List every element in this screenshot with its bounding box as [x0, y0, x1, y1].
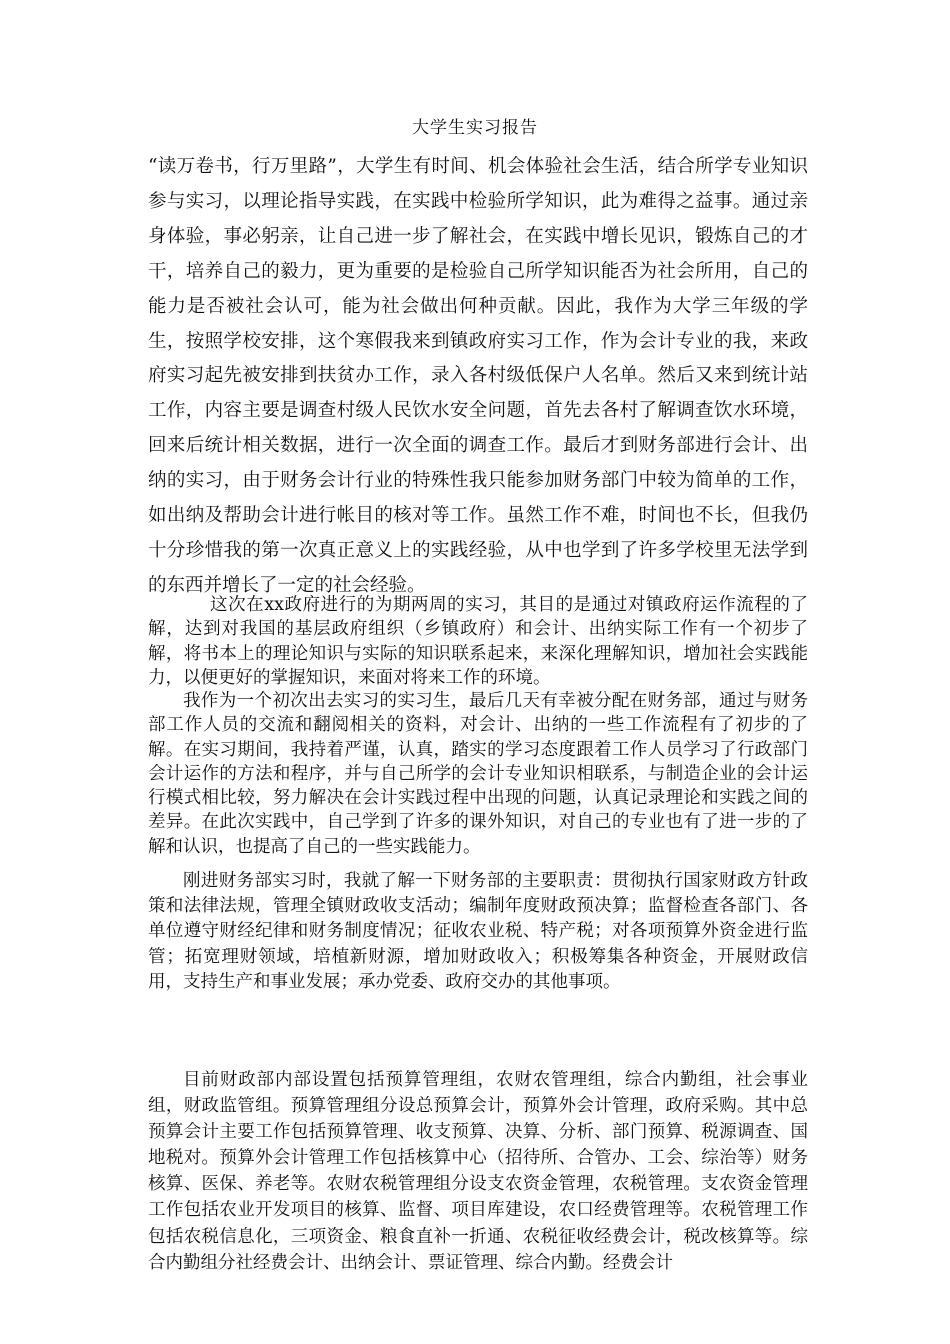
paragraph-intro: “读万卷书，行万里路”，大学生有时间、机会体验社会生活，结合所学专业知识参与实习，以理论指导实践，在实践中检验所学知识，此为难得之益事。通过亲身体验，事必躬亲，让自己进一步了解社会，在实践中增长见识，锻炼自己的才干，培养自己的毅力，更为重要的是检验自己所学知识能否为社会所用，自己的能力是否被社会认可，能为社会做出何种贡献。因此，我作为大学三年级的学生，按照学校安排，这个寒假我来到镇政府实习工作，作为会计专业的我，来政府实习起先被安排到扶贫办工作，录入各村级低保户人名单。然后又来到统计站工作，内容主要是调查村级人民饮水安全问题，首先去各村了解调查饮水环境，回来后统计相关数据，进行一次全面的调查工作。最后才到财务部进行会计、出纳的实习，由于财务会计行业的特殊性我只能参加财务部门中较为简单的工作，如出纳及帮助会计进行帐目的核对等工作。虽然工作不难，时间也不长，但我仍十分珍惜我的第一次真正意义上的实践经验，从中也学到了许多学校里无法学到的东西并增长了一定的社会经验。: [148, 156, 808, 596]
paragraph-experience: 我作为一个初次出去实习的实习生，最后几天有幸被分配在财务部，通过与财务部工作人员的交流和翻阅相关的资料，对会计、出纳的一些工作流程有了初步的了解。在实习期间，我持着严谨，认真，踏实的学习态度跟着工作人员学习了行政部门会计运作的方法和程序，并与自己所学的会计专业知识相联系，与制造企业的会计运行模式相比较，努力解决在会计实践过程中出现的问题，认真记录理论和实践之间的差异。在此次实践中，自己学到了许多的课外知识，对自己的专业也有了进一步的了解和认识，也提高了自己的一些实践能力。: [148, 691, 808, 857]
paragraph-purpose: 这次在xx政府进行的为期两周的实习，其目的是通过对镇政府运作流程的了解，达到对我国的基层政府组织（乡镇政府）和会计、出纳实际工作有一个初步了解，将书本上的理论知识与实际的知识联系起来，来深化理解知识，增加社会实践能力，以便更好的掌握知识，来面对将来工作的环境。: [148, 595, 808, 688]
paragraph-structure: 目前财政部内部设置包括预算管理组，农财农管理组，综合内勤组，社会事业组，财政监管组。预算管理组分设总预算会计，预算外会计管理，政府采购。其中总预算会计主要工作包括预算管理、收支预算、决算、分析、部门预算、税源调查、国地税对。预算外会计管理工作包括核算中心（招待所、合管办、工会、综治等）财务核算、医保、养老等。农财农税管理组分设支农资金管理，农税管理。支农资金管理工作包括农业开发项目的核算、监督、项目库建设，农口经费管理等。农税管理工作包括农税信息化，三项资金、粮食直补一折通、农税征收经费会计，税改核算等。综合内勤组分社经费会计、出纳会计、票证管理、综合内勤。经费会计: [148, 1070, 808, 1273]
document-title: 大学生实习报告: [412, 118, 538, 138]
paragraph-duties: 刚进财务部实习时，我就了解一下财务部的主要职责：贯彻执行国家财政方针政策和法律法规，管理全镇财政收支活动；编制年度财政预决算；监督检查各部门、各单位遵守财经纪律和财务制度情况；征收农业税、特产税；对各项预算外资金进行监管；拓宽理财领域，培植新财源，增加财政收入；积极筹集各种资金，开展财政信用，支持生产和事业发展；承办党委、政府交办的其他事项。: [148, 871, 808, 992]
